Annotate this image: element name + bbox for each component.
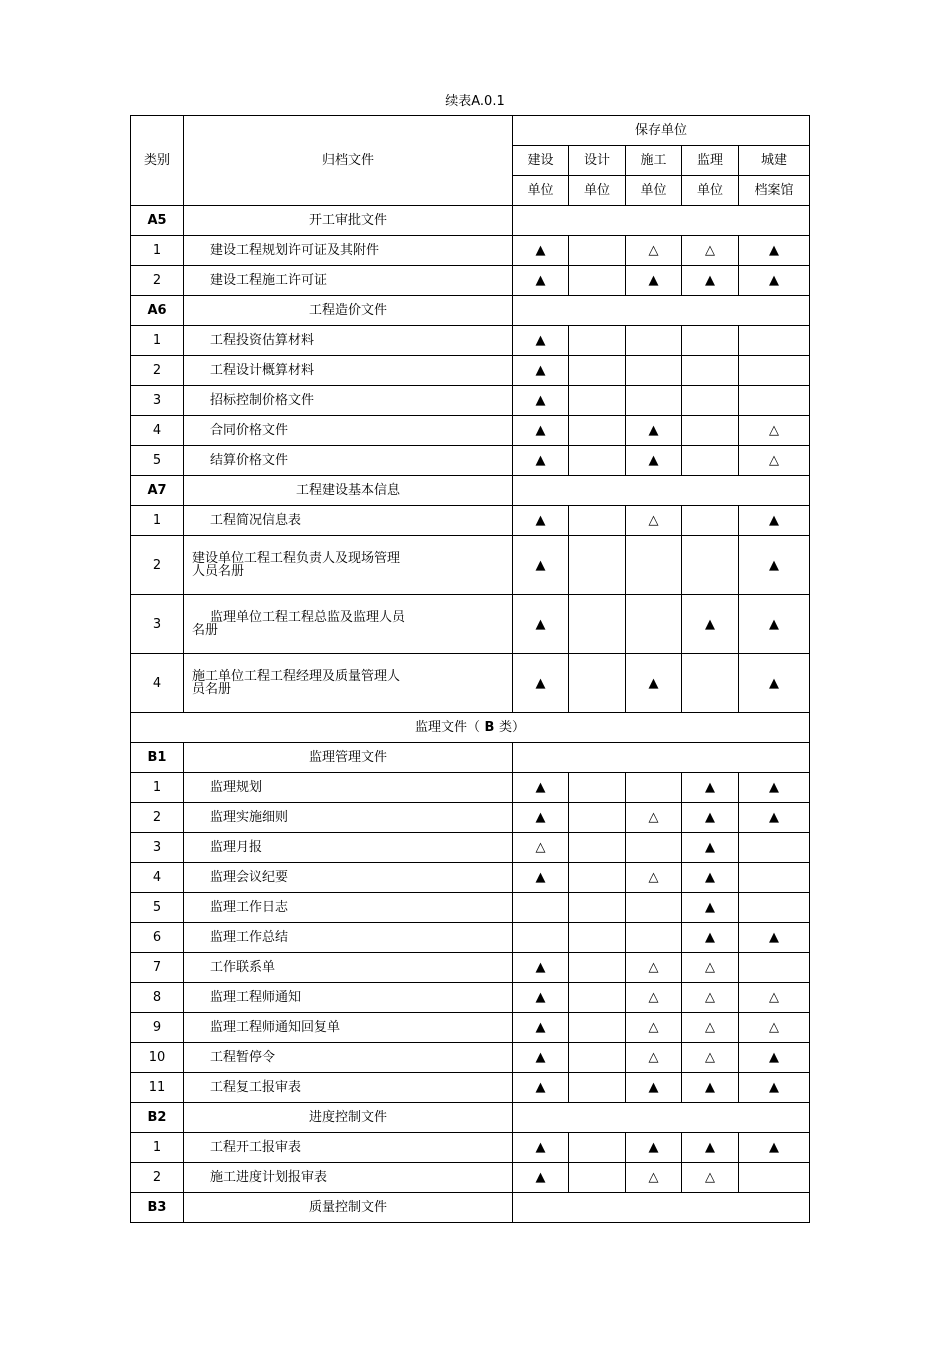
mark-cell-unit-5: △ — [739, 1013, 810, 1043]
mark-cell-unit-4 — [682, 536, 739, 595]
mark-cell-unit-2 — [569, 803, 626, 833]
table-row — [131, 1133, 810, 1163]
document-title-text: 监理会议纪要 — [210, 870, 289, 885]
archive-table — [130, 115, 810, 1223]
unit-header-2-line1: 设计 — [569, 146, 626, 176]
document-title — [184, 595, 513, 654]
section-title: 工程造价文件 — [184, 296, 513, 326]
mark-cell-unit-2 — [569, 266, 626, 296]
mark-cell-unit-3 — [626, 326, 682, 356]
document-title-text: 监理工作日志 — [210, 900, 289, 915]
section-code: B3 — [131, 1193, 184, 1223]
mark-cell-unit-1: ▲ — [513, 863, 569, 893]
mark-cell-unit-2 — [569, 595, 626, 654]
mark-cell-unit-4: ▲ — [682, 1133, 739, 1163]
section-title: 监理管理文件 — [184, 743, 513, 773]
mark-cell-unit-5: ▲ — [739, 773, 810, 803]
mark-cell-unit-1: △ — [513, 833, 569, 863]
header-document: 归档文件 — [184, 116, 513, 206]
row-number: 4 — [131, 654, 184, 713]
document-title — [184, 416, 513, 446]
header-category: 类别 — [131, 116, 184, 206]
mark-cell-unit-3 — [626, 536, 682, 595]
mark-cell-unit-5: ▲ — [739, 803, 810, 833]
mark-cell-unit-3 — [626, 595, 682, 654]
section-empty-cell — [513, 1193, 810, 1223]
mark-cell-unit-1: ▲ — [513, 356, 569, 386]
document-title — [184, 446, 513, 476]
mark-cell-unit-1: ▲ — [513, 1073, 569, 1103]
mark-cell-unit-2 — [569, 863, 626, 893]
document-title — [184, 953, 513, 983]
category-banner-row — [131, 713, 810, 743]
table-row — [131, 863, 810, 893]
document-title-text: 工程投资估算材料 — [210, 333, 315, 348]
table-row — [131, 803, 810, 833]
document-title — [184, 833, 513, 863]
mark-cell-unit-2 — [569, 1133, 626, 1163]
mark-cell-unit-2 — [569, 833, 626, 863]
section-title: 开工审批文件 — [184, 206, 513, 236]
mark-cell-unit-2 — [569, 536, 626, 595]
table-row — [131, 506, 810, 536]
section-empty-cell — [513, 206, 810, 236]
table-caption: 续表A.0.1 — [445, 94, 505, 109]
document-title-line2: 员名册 — [192, 682, 232, 697]
mark-cell-unit-5: △ — [739, 416, 810, 446]
table-row — [131, 326, 810, 356]
mark-cell-unit-1: ▲ — [513, 773, 569, 803]
mark-cell-unit-3: △ — [626, 953, 682, 983]
document-title — [184, 923, 513, 953]
document-title — [184, 1163, 513, 1193]
document-title-text: 监理实施细则 — [210, 810, 289, 825]
mark-cell-unit-5: ▲ — [739, 1073, 810, 1103]
unit-header-5-line1: 城建 — [739, 146, 810, 176]
mark-cell-unit-1: ▲ — [513, 654, 569, 713]
mark-cell-unit-1: ▲ — [513, 1013, 569, 1043]
table-row — [131, 536, 810, 595]
row-number: 3 — [131, 833, 184, 863]
section-title: 进度控制文件 — [184, 1103, 513, 1133]
banner-text-code: B — [480, 720, 499, 735]
document-title-text: 工程开工报审表 — [210, 1140, 302, 1155]
mark-cell-unit-5: ▲ — [739, 506, 810, 536]
row-number: 1 — [131, 773, 184, 803]
table-row — [131, 266, 810, 296]
mark-cell-unit-3 — [626, 356, 682, 386]
mark-cell-unit-1: ▲ — [513, 236, 569, 266]
table-row — [131, 654, 810, 713]
document-title-text: 监理工程师通知 — [210, 990, 302, 1005]
mark-cell-unit-5 — [739, 356, 810, 386]
mark-cell-unit-4 — [682, 356, 739, 386]
mark-cell-unit-2 — [569, 386, 626, 416]
mark-cell-unit-3: △ — [626, 506, 682, 536]
section-empty-cell — [513, 476, 810, 506]
mark-cell-unit-1 — [513, 893, 569, 923]
document-title — [184, 536, 513, 595]
row-number: 7 — [131, 953, 184, 983]
mark-cell-unit-4 — [682, 446, 739, 476]
mark-cell-unit-1: ▲ — [513, 326, 569, 356]
mark-cell-unit-5: ▲ — [739, 595, 810, 654]
document-title — [184, 803, 513, 833]
row-number: 4 — [131, 863, 184, 893]
mark-cell-unit-2 — [569, 1013, 626, 1043]
section-code: A5 — [131, 206, 184, 236]
mark-cell-unit-5: ▲ — [739, 654, 810, 713]
document-title — [184, 1043, 513, 1073]
section-empty-cell — [513, 296, 810, 326]
document-title-line1: 监理单位工程工程总监及监理人员 — [210, 610, 406, 625]
table-row — [131, 1043, 810, 1073]
mark-cell-unit-1: ▲ — [513, 266, 569, 296]
document-title-text: 合同价格文件 — [210, 423, 289, 438]
table-row — [131, 833, 810, 863]
document-title-line2: 人员名册 — [192, 564, 245, 579]
table-row — [131, 1163, 810, 1193]
mark-cell-unit-4: △ — [682, 1043, 739, 1073]
mark-cell-unit-5: ▲ — [739, 923, 810, 953]
document-title — [184, 1073, 513, 1103]
table-row — [131, 923, 810, 953]
section-row — [131, 1103, 810, 1133]
document-title-text: 工作联系单 — [210, 960, 276, 975]
document-title-text: 建设工程施工许可证 — [210, 273, 328, 288]
mark-cell-unit-3: ▲ — [626, 1073, 682, 1103]
mark-cell-unit-4: ▲ — [682, 833, 739, 863]
banner-text-pre: 监理文件（ — [415, 720, 481, 735]
document-title-text: 工程复工报审表 — [210, 1080, 302, 1095]
mark-cell-unit-4: △ — [682, 1013, 739, 1043]
row-number: 5 — [131, 893, 184, 923]
section-empty-cell — [513, 743, 810, 773]
unit-header-3-line1: 施工 — [626, 146, 682, 176]
mark-cell-unit-3 — [626, 833, 682, 863]
document-title — [184, 983, 513, 1013]
mark-cell-unit-5: ▲ — [739, 1133, 810, 1163]
unit-header-4-line2: 单位 — [682, 176, 739, 206]
document-title-text: 建设工程规划许可证及其附件 — [210, 243, 380, 258]
mark-cell-unit-5: △ — [739, 983, 810, 1013]
mark-cell-unit-5: ▲ — [739, 236, 810, 266]
mark-cell-unit-1: ▲ — [513, 1043, 569, 1073]
row-number: 2 — [131, 266, 184, 296]
mark-cell-unit-3 — [626, 893, 682, 923]
mark-cell-unit-2 — [569, 326, 626, 356]
mark-cell-unit-5: ▲ — [739, 266, 810, 296]
row-number: 6 — [131, 923, 184, 953]
table-row — [131, 236, 810, 266]
mark-cell-unit-4: △ — [682, 1163, 739, 1193]
mark-cell-unit-5: ▲ — [739, 1043, 810, 1073]
mark-cell-unit-5: ▲ — [739, 536, 810, 595]
document-title-text: 工程暂停令 — [210, 1050, 276, 1065]
mark-cell-unit-1: ▲ — [513, 1133, 569, 1163]
document-title-text: 监理规划 — [210, 780, 263, 795]
document-title-text: 工程设计概算材料 — [210, 363, 315, 378]
mark-cell-unit-5 — [739, 953, 810, 983]
category-banner — [131, 713, 810, 743]
document-title — [184, 386, 513, 416]
section-title: 质量控制文件 — [184, 1193, 513, 1223]
mark-cell-unit-1: ▲ — [513, 953, 569, 983]
mark-cell-unit-1: ▲ — [513, 506, 569, 536]
document-title — [184, 1013, 513, 1043]
section-code: A6 — [131, 296, 184, 326]
table-row — [131, 595, 810, 654]
table-row — [131, 1013, 810, 1043]
row-number: 3 — [131, 595, 184, 654]
section-row — [131, 1193, 810, 1223]
mark-cell-unit-3 — [626, 773, 682, 803]
table-row — [131, 893, 810, 923]
section-title: 工程建设基本信息 — [184, 476, 513, 506]
row-number: 1 — [131, 326, 184, 356]
document-title — [184, 773, 513, 803]
mark-cell-unit-5 — [739, 893, 810, 923]
mark-cell-unit-5 — [739, 326, 810, 356]
unit-header-3-line2: 单位 — [626, 176, 682, 206]
mark-cell-unit-3 — [626, 386, 682, 416]
document-title — [184, 266, 513, 296]
row-number: 5 — [131, 446, 184, 476]
table-row — [131, 1073, 810, 1103]
mark-cell-unit-4: △ — [682, 983, 739, 1013]
row-number: 8 — [131, 983, 184, 1013]
banner-text-post: 类） — [498, 720, 525, 735]
header-keeping-unit: 保存单位 — [513, 116, 810, 146]
mark-cell-unit-1: ▲ — [513, 536, 569, 595]
document-title-line1: 建设单位工程工程负责人及现场管理 — [192, 551, 401, 566]
mark-cell-unit-4: ▲ — [682, 803, 739, 833]
table-row — [131, 386, 810, 416]
section-code: B2 — [131, 1103, 184, 1133]
document-title — [184, 863, 513, 893]
mark-cell-unit-1 — [513, 923, 569, 953]
document-title-line2: 名册 — [192, 623, 219, 638]
table-row — [131, 953, 810, 983]
mark-cell-unit-1: ▲ — [513, 983, 569, 1013]
mark-cell-unit-4 — [682, 386, 739, 416]
mark-cell-unit-2 — [569, 893, 626, 923]
document-title-text: 工程简况信息表 — [210, 513, 302, 528]
table-row — [131, 773, 810, 803]
unit-header-4-line1: 监理 — [682, 146, 739, 176]
mark-cell-unit-3: △ — [626, 983, 682, 1013]
mark-cell-unit-3: ▲ — [626, 266, 682, 296]
mark-cell-unit-2 — [569, 446, 626, 476]
mark-cell-unit-4 — [682, 654, 739, 713]
mark-cell-unit-4: ▲ — [682, 773, 739, 803]
mark-cell-unit-5 — [739, 833, 810, 863]
mark-cell-unit-2 — [569, 773, 626, 803]
mark-cell-unit-2 — [569, 983, 626, 1013]
table-row — [131, 356, 810, 386]
mark-cell-unit-5 — [739, 1163, 810, 1193]
section-empty-cell — [513, 1103, 810, 1133]
mark-cell-unit-5 — [739, 863, 810, 893]
mark-cell-unit-4: ▲ — [682, 595, 739, 654]
mark-cell-unit-3: △ — [626, 236, 682, 266]
mark-cell-unit-3: △ — [626, 803, 682, 833]
mark-cell-unit-2 — [569, 953, 626, 983]
header-row-1 — [131, 116, 810, 146]
mark-cell-unit-4 — [682, 506, 739, 536]
section-code: B1 — [131, 743, 184, 773]
mark-cell-unit-3: ▲ — [626, 1133, 682, 1163]
document-title — [184, 236, 513, 266]
section-row — [131, 743, 810, 773]
mark-cell-unit-3 — [626, 923, 682, 953]
section-row — [131, 296, 810, 326]
mark-cell-unit-5 — [739, 386, 810, 416]
mark-cell-unit-4 — [682, 326, 739, 356]
mark-cell-unit-5: △ — [739, 446, 810, 476]
mark-cell-unit-4: ▲ — [682, 923, 739, 953]
document-title — [184, 326, 513, 356]
mark-cell-unit-2 — [569, 654, 626, 713]
unit-header-1-line2: 单位 — [513, 176, 569, 206]
row-number: 2 — [131, 356, 184, 386]
table-row — [131, 416, 810, 446]
row-number: 10 — [131, 1043, 184, 1073]
mark-cell-unit-4: △ — [682, 953, 739, 983]
mark-cell-unit-4: ▲ — [682, 863, 739, 893]
mark-cell-unit-2 — [569, 1163, 626, 1193]
mark-cell-unit-1: ▲ — [513, 595, 569, 654]
document-title-text: 监理工程师通知回复单 — [210, 1020, 341, 1035]
row-number: 3 — [131, 386, 184, 416]
section-row — [131, 206, 810, 236]
document-title-text: 施工进度计划报审表 — [210, 1170, 328, 1185]
document-title-text: 监理工作总结 — [210, 930, 289, 945]
document-title-line1: 施工单位工程工程经理及质量管理人 — [192, 669, 401, 684]
document-title — [184, 1133, 513, 1163]
mark-cell-unit-3: △ — [626, 1043, 682, 1073]
row-number: 2 — [131, 803, 184, 833]
mark-cell-unit-4 — [682, 416, 739, 446]
section-code: A7 — [131, 476, 184, 506]
mark-cell-unit-3: ▲ — [626, 416, 682, 446]
mark-cell-unit-1: ▲ — [513, 446, 569, 476]
mark-cell-unit-3: ▲ — [626, 654, 682, 713]
mark-cell-unit-1: ▲ — [513, 1163, 569, 1193]
mark-cell-unit-2 — [569, 1043, 626, 1073]
mark-cell-unit-2 — [569, 416, 626, 446]
mark-cell-unit-1: ▲ — [513, 416, 569, 446]
mark-cell-unit-2 — [569, 236, 626, 266]
row-number: 1 — [131, 1133, 184, 1163]
mark-cell-unit-2 — [569, 356, 626, 386]
document-title-text: 结算价格文件 — [210, 453, 289, 468]
row-number: 1 — [131, 506, 184, 536]
document-title-text: 招标控制价格文件 — [210, 393, 315, 408]
mark-cell-unit-2 — [569, 1073, 626, 1103]
mark-cell-unit-4: ▲ — [682, 893, 739, 923]
mark-cell-unit-3: △ — [626, 1163, 682, 1193]
mark-cell-unit-3: △ — [626, 863, 682, 893]
mark-cell-unit-4: △ — [682, 236, 739, 266]
unit-header-1-line1: 建设 — [513, 146, 569, 176]
document-title — [184, 893, 513, 923]
unit-header-5-line2: 档案馆 — [739, 176, 810, 206]
mark-cell-unit-2 — [569, 923, 626, 953]
table-row — [131, 446, 810, 476]
document-title-text: 监理月报 — [210, 840, 263, 855]
document-title — [184, 654, 513, 713]
mark-cell-unit-4: ▲ — [682, 266, 739, 296]
mark-cell-unit-1: ▲ — [513, 386, 569, 416]
row-number: 2 — [131, 1163, 184, 1193]
row-number: 9 — [131, 1013, 184, 1043]
mark-cell-unit-3: △ — [626, 1013, 682, 1043]
document-title — [184, 506, 513, 536]
row-number: 1 — [131, 236, 184, 266]
section-row — [131, 476, 810, 506]
unit-header-2-line2: 单位 — [569, 176, 626, 206]
mark-cell-unit-4: ▲ — [682, 1073, 739, 1103]
mark-cell-unit-1: ▲ — [513, 803, 569, 833]
mark-cell-unit-3: ▲ — [626, 446, 682, 476]
document-title — [184, 356, 513, 386]
row-number: 11 — [131, 1073, 184, 1103]
mark-cell-unit-2 — [569, 506, 626, 536]
row-number: 2 — [131, 536, 184, 595]
table-row — [131, 983, 810, 1013]
row-number: 4 — [131, 416, 184, 446]
